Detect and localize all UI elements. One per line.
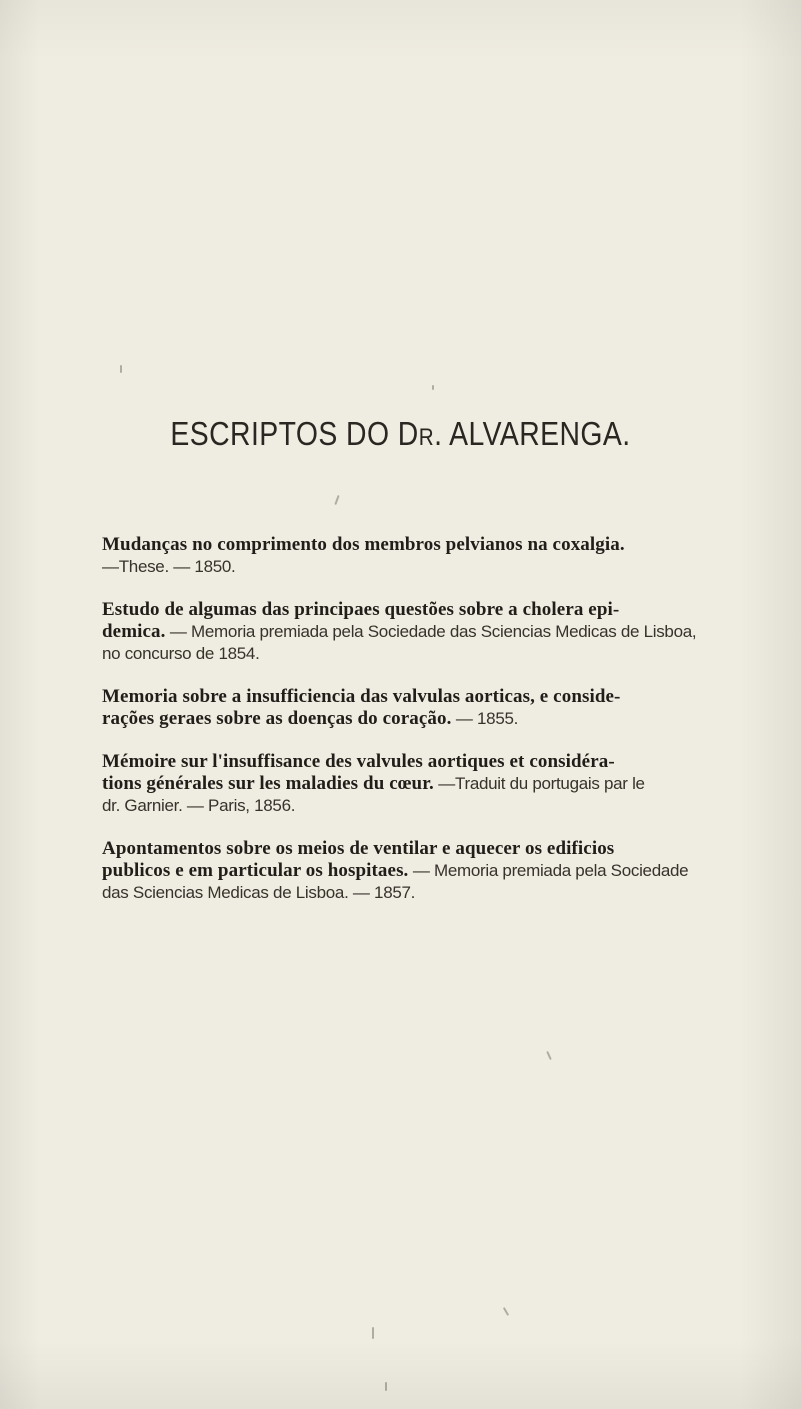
paper-fleck: [120, 365, 122, 373]
entry-line: [102, 860, 782, 882]
entry-line: [102, 795, 782, 817]
paper-fleck: [372, 1327, 374, 1339]
bibliography-entry: [102, 686, 782, 730]
bibliography-entry: [102, 751, 782, 817]
entry-detail-text: — Memoria premiada pela Sociedade das Sciencias Medicas de Lisboa,: [165, 622, 697, 641]
paper-fleck: [334, 495, 339, 505]
paper-fleck: [432, 385, 434, 390]
heading-dr-suffix: R: [418, 424, 435, 451]
entry-title-text: Mémoire sur l'insuffisance des valvules aortiques et considéra-: [102, 751, 615, 772]
entry-title-text: rações geraes sobre as doenças do coração.: [102, 708, 452, 729]
entry-detail-text: — 1855.: [451, 709, 519, 728]
entry-line: [102, 751, 782, 773]
entry-line: [102, 643, 782, 665]
entry-title-text: Memoria sobre a insufficiencia das valvulas aorticas, e conside-: [102, 686, 621, 707]
entry-detail-text: das Sciencias Medicas de Lisboa. — 1857.: [102, 883, 416, 902]
entry-title-text: Mudanças no comprimento dos membros pelvianos na coxalgia.: [102, 534, 625, 555]
entry-detail-text: — Memoria premiada pela Sociedade: [408, 861, 689, 880]
paper-fleck: [546, 1051, 552, 1060]
heading-part1: ESCRIPTOS DO D: [170, 415, 419, 452]
entry-line: [102, 686, 782, 708]
entry-line: [102, 621, 782, 643]
paper-fleck: [385, 1382, 387, 1391]
entry-line: [102, 773, 782, 795]
entry-title-text: Apontamentos sobre os meios de ventilar e aquecer os edificios: [102, 838, 615, 859]
entry-line: [102, 838, 782, 860]
entry-line: [102, 534, 782, 556]
entry-detail-text: —Traduit du portugais par le: [433, 774, 645, 793]
page-heading: [56, 415, 745, 453]
entry-title-text: publicos e em particular os hospitaes.: [102, 860, 409, 881]
entry-line: [102, 556, 782, 578]
paper-fleck: [503, 1307, 509, 1316]
entry-detail-text: no concurso de 1854.: [102, 644, 260, 663]
entry-detail-text: —These. — 1850.: [102, 557, 236, 576]
bibliography-entry: [102, 838, 782, 904]
entry-line: [102, 599, 782, 621]
bibliography-list: [102, 534, 782, 925]
heading-part2: . ALVARENGA.: [434, 415, 631, 452]
bibliography-entry: [102, 534, 782, 578]
entry-line: [102, 882, 782, 904]
entry-title-text: Estudo de algumas das principaes questões sobre a cholera epi-: [102, 599, 620, 620]
entry-title-text: tions générales sur les maladies du cœur.: [102, 773, 434, 794]
entry-line: [102, 708, 782, 730]
bibliography-entry: [102, 599, 782, 665]
entry-detail-text: dr. Garnier. — Paris, 1856.: [102, 796, 296, 815]
entry-title-text: demica.: [102, 621, 166, 642]
